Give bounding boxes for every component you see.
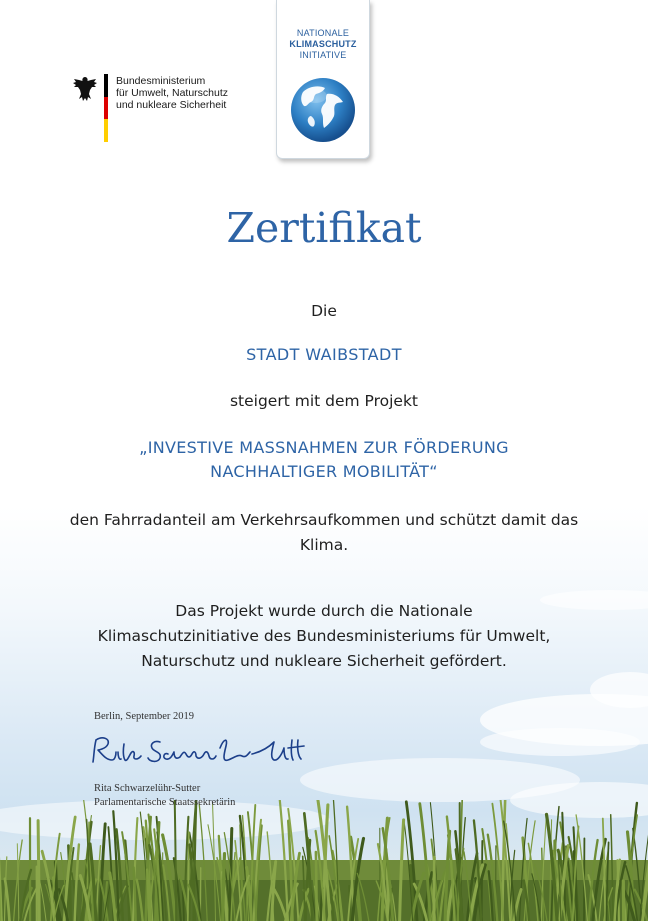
climate-initiative-badge	[276, 0, 370, 159]
handwritten-signature	[88, 730, 328, 772]
grass-blade	[223, 854, 225, 921]
description-line: den Fahrradanteil am Verkehrsaufkommen und schützt damit das	[69, 511, 579, 529]
project-title-line: „INVESTIVE MASSNAHMEN ZUR FÖRDERUNG	[139, 438, 509, 457]
project-title-line: NACHHALTIGER MOBILITÄT“	[210, 462, 438, 481]
recipient-name: STADT WAIBSTADT	[246, 345, 402, 364]
initiative-line: KLIMASCHUTZ	[289, 39, 357, 49]
grass-field	[0, 800, 648, 921]
project-title	[0, 436, 648, 484]
project-description	[0, 508, 648, 558]
ministry-logo	[72, 74, 272, 146]
initiative-line: NATIONALE	[296, 28, 350, 38]
verb-line: steigert mit dem Projekt	[229, 392, 419, 410]
funding-line: Naturschutz und nukleare Sicherheit gefördert.	[141, 652, 507, 670]
ministry-name-line: Bundesministerium	[116, 75, 206, 87]
grass-blade	[434, 857, 435, 921]
globe-icon	[289, 76, 357, 144]
grass-blade	[316, 852, 317, 921]
signer-name: Rita Schwarzelühr-Sutter	[94, 783, 201, 794]
funding-line: Das Projekt wurde durch die Nationale	[175, 602, 473, 620]
funding-statement	[0, 599, 648, 674]
description-line: Klima.	[299, 536, 349, 554]
funding-line: Klimaschutzinitiative des Bundesministeriums für Umwelt,	[97, 627, 551, 645]
ministry-name-line: und nukleare Sicherheit	[116, 99, 227, 111]
intro-text: Die	[311, 302, 337, 320]
grass-blade	[38, 821, 39, 921]
signer-title: Parlamentarische Staatssekretärin	[94, 797, 236, 808]
ministry-name	[116, 75, 228, 111]
initiative-line: INITIATIVE	[299, 50, 347, 60]
initiative-name	[277, 28, 369, 61]
federal-eagle-icon	[72, 74, 98, 104]
ministry-name-line: für Umwelt, Naturschutz	[116, 87, 229, 99]
german-flag-bar	[104, 74, 108, 142]
place-date: Berlin, September 2019	[94, 711, 195, 722]
certificate-title: Zertifikat	[226, 204, 422, 252]
